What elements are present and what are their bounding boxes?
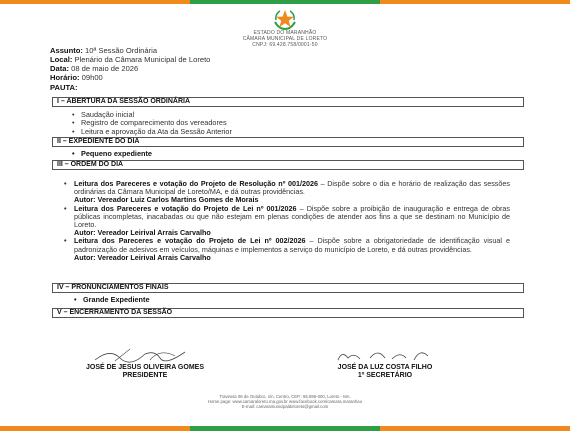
header-state: ESTADO DO MARANHÃO [253, 30, 317, 36]
location-value: Plenário da Câmara Municipal de Loreto [72, 55, 211, 64]
section-order-of-day: III – ORDEM DO DIA [52, 160, 524, 170]
star-emblem-icon [273, 8, 297, 30]
item-text: – Dispõe sobre a obrigatoriedade de identificação visual e padronização de adesivos em veículos, máquinas e implementos a serviço do município de Loreto, e dá outras providências. [74, 236, 510, 254]
date-label: Data: [50, 64, 69, 73]
item-author: Autor: Vereador Leirival Arrais Carvalho [74, 228, 211, 238]
secretary-name: JOSÉ DA LUZ COSTA FILHO [337, 364, 433, 371]
footer-email: E-mail: camaramunicipaldeloreto@gmail.com [241, 404, 329, 409]
header-chamber: CÂMARA MUNICIPAL DE LORETO [242, 36, 328, 42]
footer-address: Travessa 08 de Outubro, s/n, Centro, CEP.: 65.895-000, Loreto - MA. [219, 394, 351, 399]
subject-value: 10ª Sessão Ordinária [82, 46, 158, 55]
order-of-day-list [64, 180, 510, 262]
list-item: • Saudação inicial [72, 111, 232, 119]
document-footer [0, 394, 570, 409]
item-title: Leitura dos Pareceres e votação do Projeto de Resolução nº 001/2026 [74, 179, 318, 188]
list-item [64, 237, 510, 262]
signature-scribble-icon [90, 346, 200, 364]
expedient-list [72, 150, 152, 158]
item-author: Autor: Vereador Luiz Carlos Martins Gomes de Morais [74, 195, 259, 205]
date-value: 08 de maio de 2026 [69, 64, 139, 73]
section-closing: V – ENCERRAMENTO DA SESSÃO [52, 308, 524, 318]
bottom-color-band [0, 426, 570, 431]
item-text: – Dispõe sobre o dia e horário de realização das sessões ordinárias da Câmara Municipal de Loreto/MA, e dá outras providências. [74, 179, 510, 197]
section-final-speeches: IV – PRONUNCIAMENTOS FINAIS [52, 283, 524, 293]
document-header [0, 8, 570, 48]
opening-list [72, 111, 232, 136]
location-label: Local: [50, 55, 73, 64]
session-info [50, 46, 210, 82]
list-item: • Grande Expediente [74, 296, 150, 304]
item-text: – Dispõe sobre a proibição de inauguração e entrega de obras públicas incompletas, inacabadas ou que não estejam em plenas condições de atender aos fins a que se destinam no Município de Loreto. [74, 203, 510, 230]
item-title: Leitura dos Pareceres e votação do Projeto de Lei nº 002/2026 [74, 236, 306, 246]
list-item: • Pequeno expediente [72, 150, 152, 158]
footer-homepage: Home page: www.camaraloreto.ma.gov.br www.facebook.com/camara.maranhao [207, 399, 363, 404]
signature-scribble-icon [330, 346, 440, 364]
agenda-heading: PAUTA: [50, 83, 78, 92]
section-expedient: II – EXPEDIENTE DO DIA [52, 137, 524, 147]
header-cnpj: CNPJ: 69.428.758/0001-50 [252, 42, 318, 48]
section-opening: I – ABERTURA DA SESSÃO ORDINÁRIA [52, 97, 524, 107]
top-color-band [0, 0, 570, 4]
list-item: • Registro de comparecimento dos vereadores [72, 119, 232, 127]
time-value: 09h00 [79, 73, 103, 82]
list-item [64, 180, 510, 205]
item-author: Autor: Vereador Leirival Arrais Carvalho [74, 252, 211, 262]
list-item [64, 205, 510, 238]
subject-label: Assunto: [50, 46, 83, 55]
president-name: JOSÉ DE JESUS OLIVEIRA GOMES [86, 364, 204, 371]
time-label: Horário: [50, 73, 80, 82]
item-title: Leitura dos Pareceres e votação do Projeto de Lei nº 001/2026 [74, 203, 297, 213]
final-speeches-list [74, 296, 150, 304]
president-role: PRESIDENTE [122, 372, 168, 379]
signature-president [60, 346, 230, 380]
list-item: • Leitura e aprovação da Ata da Sessão Anterior [72, 128, 232, 136]
signature-secretary [300, 346, 470, 380]
secretary-role: 1º SECRETÁRIO [357, 372, 413, 379]
